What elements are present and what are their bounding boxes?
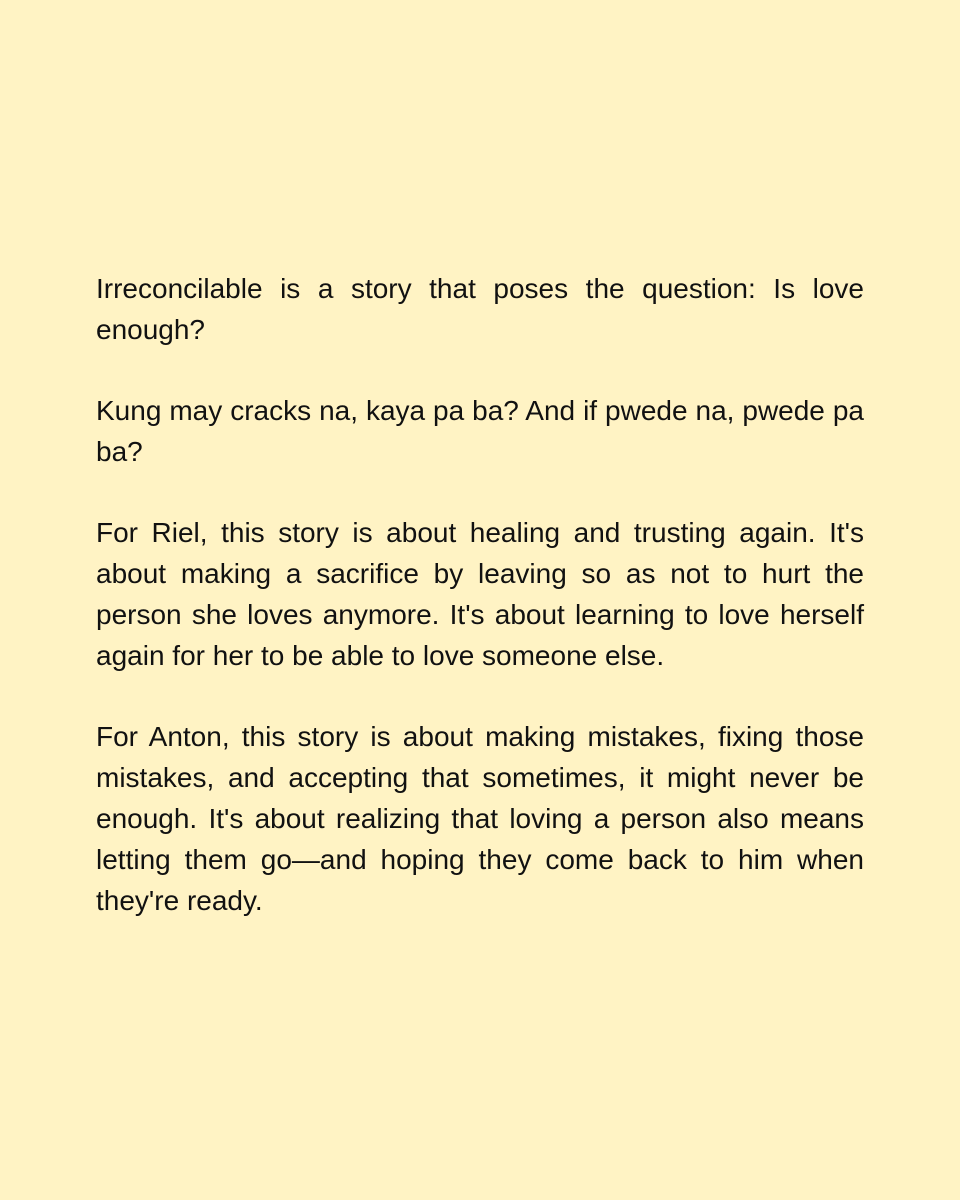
anton-paragraph: For Anton, this story is about making mistakes, fixing those mistakes, and accepting that sometimes, it might never be enough. It's about realizing that loving a person also means letting them go—and hoping they come back to him when they're ready. [96,721,864,916]
intro-paragraph: Irreconcilable is a story that poses the question: Is love enough? [96,273,864,345]
question-paragraph: Kung may cracks na, kaya pa ba? And if pwede na, pwede pa ba? [96,395,864,467]
riel-paragraph: For Riel, this story is about healing and trusting again. It's about making a sacrifice by leaving so as not to hurt the person she loves anymore. It's about learning to love herself again for her to be able to love someone else. [96,517,864,671]
story-description [96,268,864,921]
